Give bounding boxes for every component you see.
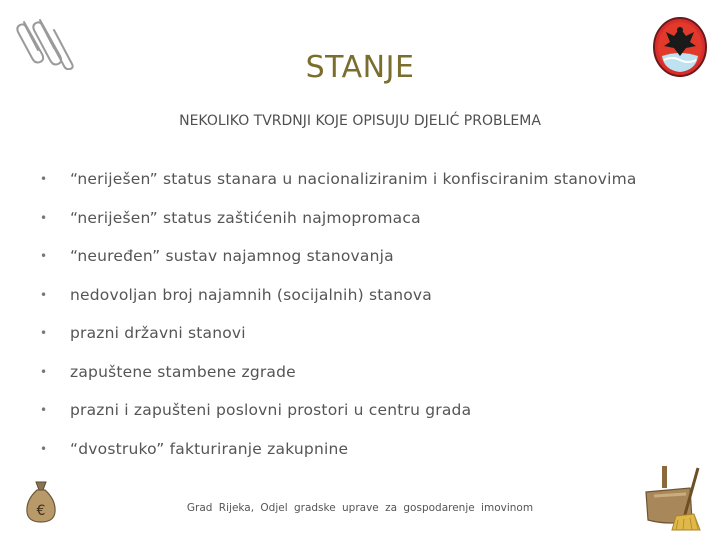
dustpan-broom-icon: [640, 462, 706, 536]
list-item-text: prazni i zapušteni poslovni prostori u centru grada: [70, 401, 472, 419]
slide-subtitle: NEKOLIKO TVRDNJI KOJE OPISUJU DJELIĆ PROBLEMA: [179, 113, 541, 129]
list-item-text: prazni državni stanovi: [70, 324, 246, 342]
bullet-icon: •: [40, 172, 48, 186]
list-item: [40, 247, 700, 286]
list-item: [40, 170, 700, 209]
list-item: [40, 286, 700, 325]
bullet-icon: •: [40, 287, 48, 302]
footer-text: Grad Rijeka, Odjel gradske uprave za gospodarenje imovinom: [186, 502, 534, 514]
list-item: [40, 324, 700, 363]
list-item-text: “neriješen” status stanara u nacionaliziranim i konfisciranim stanovima: [70, 170, 637, 188]
list-item: [40, 401, 700, 440]
list-item-text: zapuštene stambene zgrade: [70, 362, 296, 381]
bullet-list: [40, 170, 700, 478]
list-item: [40, 209, 700, 248]
list-item-text: “dvostruko” fakturiranje zakupnine: [70, 439, 349, 458]
bullet-icon: •: [40, 403, 48, 417]
slide-title: STANJE: [305, 50, 415, 85]
svg-text:€: €: [36, 503, 46, 519]
bullet-icon: •: [40, 364, 48, 379]
bullet-icon: •: [40, 210, 48, 225]
bullet-icon: •: [40, 441, 48, 456]
list-item-text: “neuređen” sustav najamnog stanovanja: [70, 247, 394, 265]
list-item-text: nedovoljan broj najamnih (socijalnih) stanova: [70, 285, 432, 304]
list-item-text: “neriješen” status zaštićenih najmopromaca: [70, 208, 421, 227]
bullet-icon: •: [40, 249, 48, 263]
list-item: [40, 440, 700, 479]
bullet-icon: •: [40, 326, 48, 340]
list-item: [40, 363, 700, 402]
